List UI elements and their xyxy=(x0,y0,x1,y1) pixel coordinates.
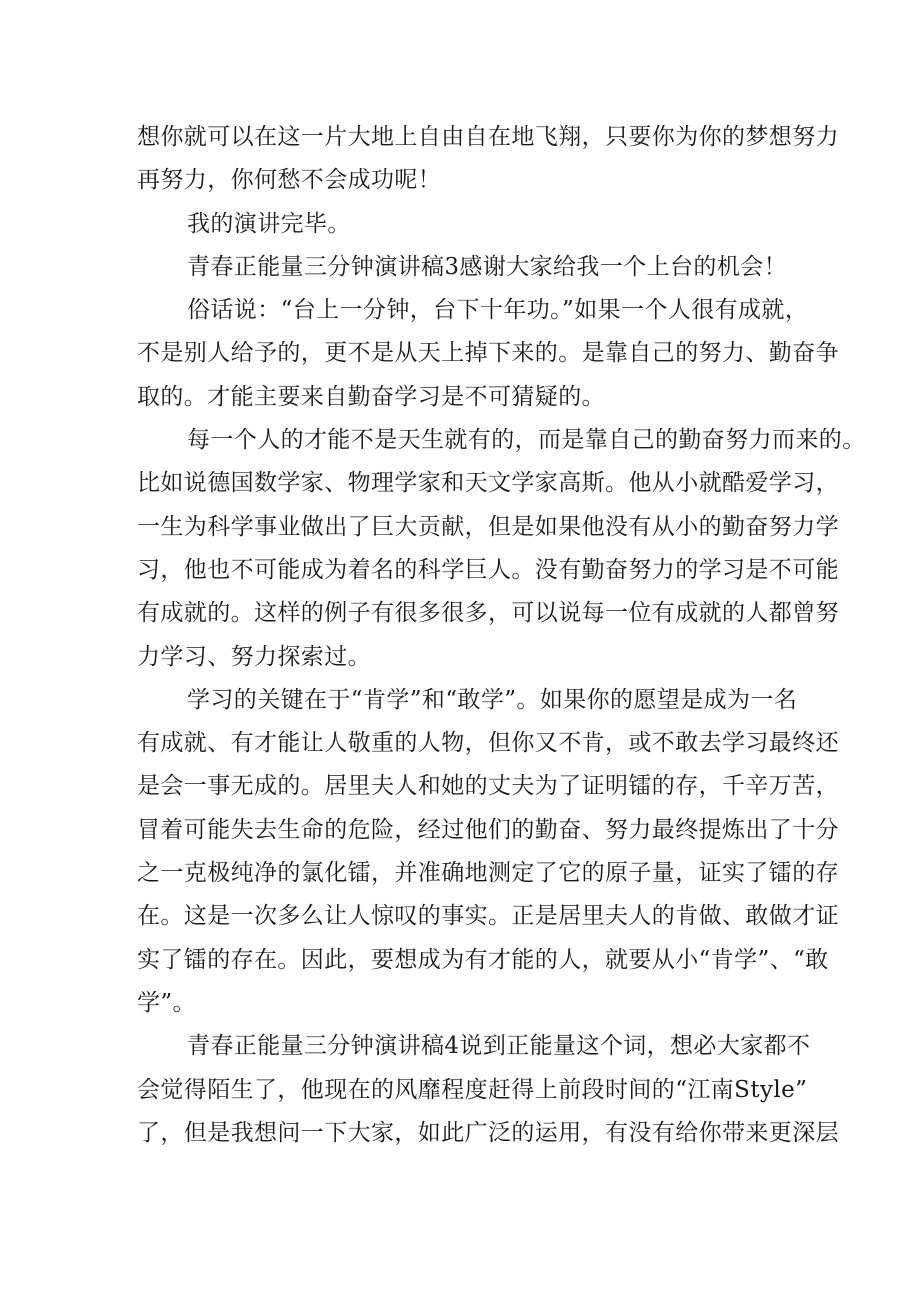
text-line: 冒着可能失去生命的危险，经过他们的勤奋、努力最终提炼出了十分 xyxy=(137,816,839,843)
text-line: 青春正能量三分钟演讲稿4说到正能量这个词，想必大家都不 xyxy=(187,1033,811,1060)
text-line: 不是别人给予的，更不是从天上掉下来的。是靠自己的努力、勤奋争 xyxy=(137,340,839,367)
text-line: 在。这是一次多么让人惊叹的事实。正是居里夫人的肯做、敢做才证 xyxy=(137,903,839,930)
text-line: 一生为科学事业做出了巨大贡献，但是如果他没有从小的勤奋努力学 xyxy=(137,513,839,540)
text-line: 有成就的。这样的例子有很多很多，可以说每一位有成就的人都曾努 xyxy=(137,600,839,627)
text-line: 再努力，你何愁不会成功呢！ xyxy=(137,167,442,194)
text-line: 了，但是我想问一下大家，如此广泛的运用，有没有给你带来更深层 xyxy=(137,1119,839,1146)
text-line: 我的演讲完毕。 xyxy=(187,210,351,237)
text-line: 比如说德国数学家、物理学家和天文学家高斯。他从小就酷爱学习， xyxy=(137,470,839,497)
text-line: 想你就可以在这一片大地上自由自在地飞翔，只要你为你的梦想努力 xyxy=(137,124,839,150)
text-line: 是会一事无成的。居里夫人和她的丈夫为了证明镭的存，千辛万苦， xyxy=(137,773,839,800)
text-line: 青春正能量三分钟演讲稿3感谢大家给我一个上台的机会！ xyxy=(187,253,788,280)
text-line: 取的。才能主要来自勤奋学习是不可猜疑的。 xyxy=(137,383,605,410)
document-body xyxy=(137,116,866,1155)
text-line: 之一克极纯净的氯化镭，并准确地测定了它的原子量，证实了镭的存 xyxy=(137,860,839,887)
text-line: 实了镭的存在。因此，要想成为有才能的人，就要从小“肯学”、“敢 xyxy=(137,946,829,973)
text-line: 有成就、有才能让人敬重的人物，但你又不肯，或不敢去学习最终还 xyxy=(137,730,839,757)
text-line: 会觉得陌生了，他现在的风靡程度赶得上前段时间的“江南Style” xyxy=(137,1076,808,1103)
text-line: 力学习、努力探索过。 xyxy=(137,643,371,670)
text-line: 每一个人的才能不是天生就有的，而是靠自己的勤奋努力而来的。 xyxy=(187,427,866,454)
text-line: 学”。 xyxy=(137,989,196,1016)
text-line: 学习的关键在于“肯学”和“敢学”。如果你的愿望是成为一名 xyxy=(187,686,798,713)
text-line: 习，他也不可能成为着名的科学巨人。没有勤奋努力的学习是不可能 xyxy=(137,556,839,583)
text-line: 俗话说：“台上一分钟，台下十年功。”如果一个人很有成就， xyxy=(187,297,809,324)
